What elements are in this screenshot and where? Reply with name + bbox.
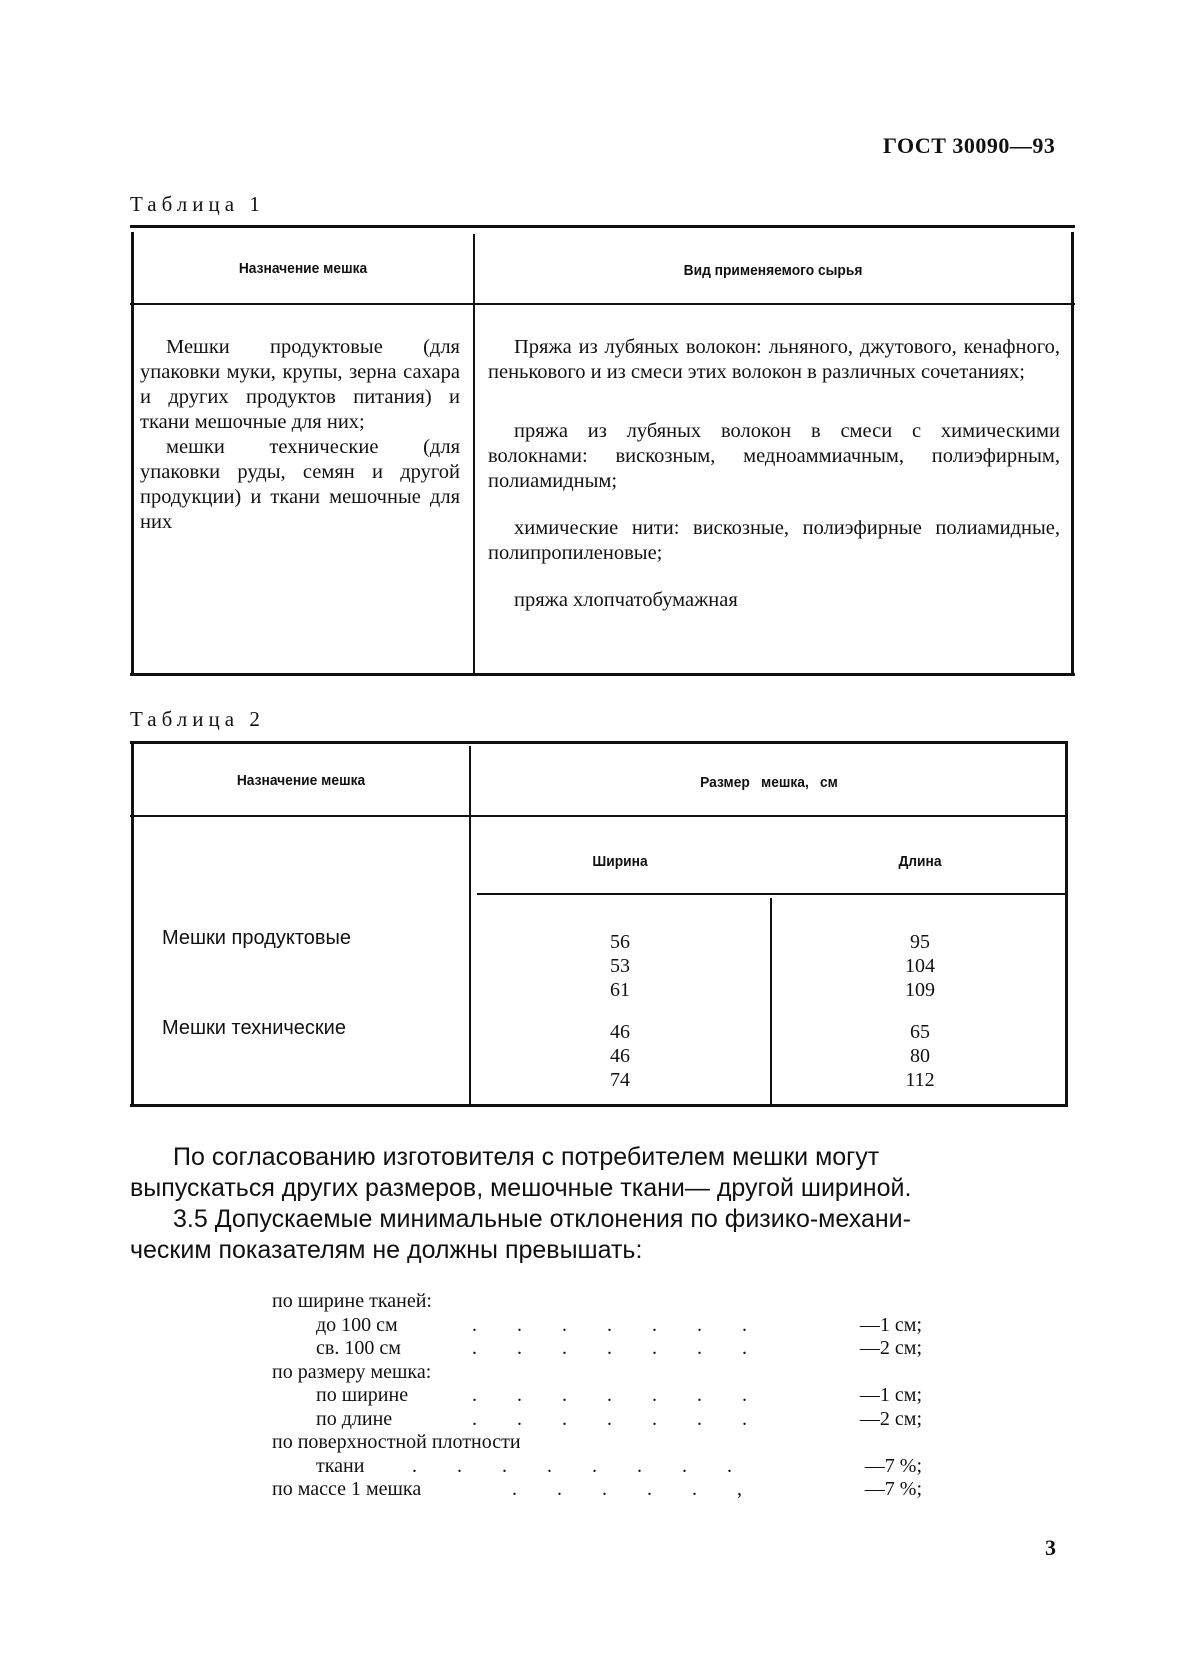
table2-subheader-width: Ширина [592, 853, 648, 870]
tolerance-value: —2 см; [859, 1337, 922, 1359]
length-value: 65 [910, 1021, 930, 1043]
table1-purpose-food: Мешки продуктовые (для упаковки муки, крупы, зерна сахара и других продуктов питания) и ткани мешочные для них; [140, 336, 460, 433]
table2-group-food-widths [580, 930, 660, 1002]
table2-header-border [130, 815, 1068, 817]
tolerance-value: —1 см; [859, 1384, 922, 1406]
tolerance-label: ткани [316, 1454, 365, 1477]
document-standard-header: ГОСТ 30090—93 [883, 133, 1056, 158]
tolerance-row [272, 1431, 922, 1455]
tolerance-label: по размеру мешка: [272, 1360, 432, 1383]
tolerance-value: —7 %; [864, 1478, 922, 1500]
table2-group-food-label: Мешки продуктовые [162, 927, 351, 949]
tolerance-row [272, 1361, 922, 1385]
tolerance-row [272, 1408, 922, 1432]
table1-purpose-technical: мешки технические (для упаковки руды, семян и другой продукции) и ткани мешочные для них [140, 436, 460, 533]
table1-material-bast: Пряжа из лубяных волокон: льняного, джутового, кенафного, пенькового и из смеси этих волокон в различных сочетаниях; [488, 336, 1060, 383]
tolerance-value: —2 см; [859, 1407, 922, 1430]
length-value: 109 [905, 979, 935, 1001]
leader-dots: . . . . . . . [472, 1384, 747, 1406]
leader-dots: . . . . . . . [472, 1337, 747, 1359]
tolerance-label: по ширине [316, 1384, 409, 1406]
body-line: ческим показателям не должны превышать: [130, 1236, 643, 1264]
tolerance-row [272, 1455, 922, 1479]
tolerance-value: —7 %; [864, 1454, 922, 1477]
tolerance-label: по массе 1 мешка [272, 1478, 422, 1500]
table1-right-border [1071, 232, 1074, 674]
length-value: 80 [910, 1045, 930, 1067]
table1-left-border [131, 232, 134, 674]
table1-header-material: Вид применяемого сырья [683, 262, 863, 279]
table2-right-border [1065, 744, 1068, 1104]
tolerance-row [272, 1384, 922, 1408]
body-line: выпускаться других размеров, мешочные ткани— другой шириной. [130, 1174, 912, 1202]
table1-purpose-cell [140, 335, 460, 535]
leader-dots: . . . . . . . [472, 1313, 747, 1336]
body-line: 3.5 Допускаемые минимальные отклонения по физико-механи- [173, 1205, 911, 1233]
table2-subcolumn-divider [770, 898, 772, 1104]
body-line: По согласованию изготовителя с потребителем мешки могут [173, 1143, 880, 1171]
table2-caption: Таблица 2 [130, 707, 265, 731]
tolerance-row [272, 1478, 922, 1502]
table1-caption: Таблица 1 [130, 192, 265, 216]
table2-top-border [130, 741, 1068, 744]
tolerance-value: —1 см; [859, 1313, 922, 1336]
tolerance-label: по поверхностной плотности [272, 1431, 521, 1453]
table2-subheader-border [477, 893, 1068, 895]
length-value: 104 [905, 955, 935, 977]
width-value: 46 [610, 1021, 630, 1043]
tolerance-row [272, 1337, 922, 1361]
table1-column-divider [473, 234, 475, 674]
width-value: 61 [610, 979, 630, 1001]
length-value: 112 [905, 1069, 935, 1091]
table2-group-technical-lengths [880, 1020, 960, 1092]
page-number: 3 [1045, 1535, 1056, 1560]
tolerance-label: св. 100 см [316, 1337, 401, 1359]
table2-header-purpose: Назначение мешка [236, 772, 366, 789]
table2-bottom-border [130, 1104, 1068, 1107]
table1-top-border [130, 225, 1075, 228]
table2-header-size: Размер мешка, см [700, 774, 838, 791]
table1-material-cotton: пряжа хлопчатобумажная [514, 589, 738, 611]
leader-dots: . . . . . . . [472, 1407, 747, 1430]
tolerance-list [272, 1290, 922, 1502]
length-value: 95 [910, 931, 930, 953]
table2-column-divider [469, 746, 471, 1104]
table1-bottom-border [130, 673, 1075, 676]
table2-subheader-length: Длина [898, 853, 942, 870]
table1-material-cell [488, 335, 1060, 613]
tolerance-row [272, 1290, 922, 1314]
table2-group-technical-label: Мешки технические [162, 1017, 346, 1039]
table2-group-technical-widths [580, 1020, 660, 1092]
width-value: 56 [610, 931, 630, 953]
leader-dots: . . . . . . . . [412, 1454, 732, 1477]
table1-material-chemical: химические нити: вискозные, полиэфирные полиамидные, полипропиленовые; [488, 517, 1060, 564]
tolerance-label: по длине [316, 1407, 393, 1430]
tolerance-label: до 100 см [316, 1313, 398, 1336]
width-value: 46 [610, 1045, 630, 1067]
tolerance-row [272, 1314, 922, 1338]
table1-material-blend: пряжа из лубяных волокон в смеси с химическими волокнами: вискозным, медноаммиачным, полиэфирным, полиамидным; [488, 420, 1060, 492]
width-value: 74 [610, 1069, 630, 1091]
table2-group-food-lengths [880, 930, 960, 1002]
table1-header-purpose: Назначение мешка [238, 260, 368, 277]
table1-header-border [130, 303, 1075, 305]
width-value: 53 [610, 955, 630, 977]
leader-dots: . . . . . , [512, 1478, 742, 1500]
table2-left-border [131, 744, 134, 1104]
body-paragraph [130, 1142, 1065, 1266]
tolerance-label: по ширине тканей: [272, 1290, 432, 1312]
